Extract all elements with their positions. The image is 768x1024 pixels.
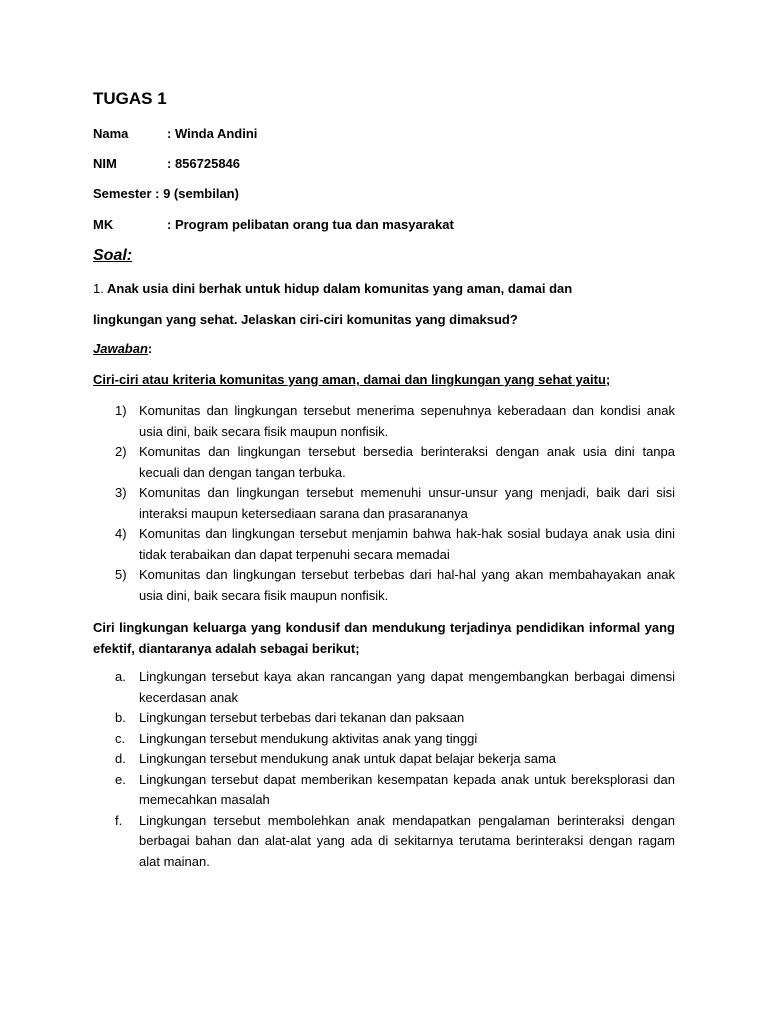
- list-marker: b.: [115, 710, 126, 725]
- lettered-list: [93, 667, 675, 872]
- jawaban-text: Jawaban: [93, 341, 148, 356]
- info-mk-value: : Program pelibatan orang tua dan masyarakat: [167, 217, 454, 232]
- list-item: [93, 524, 675, 565]
- list-marker: 2): [115, 444, 127, 459]
- list-marker: 3): [115, 485, 127, 500]
- list-text: Lingkungan tersebut terbebas dari tekanan dan paksaan: [139, 710, 465, 725]
- list-item: [93, 667, 675, 708]
- question-number: 1.: [93, 281, 104, 296]
- list-text: Lingkungan tersebut mendukung anak untuk dapat belajar bekerja sama: [139, 751, 557, 766]
- question-text-1: Anak usia dini berhak untuk hidup dalam komunitas yang aman, damai dan: [106, 281, 573, 296]
- question-line-1: [93, 281, 572, 296]
- list-marker: c.: [115, 730, 126, 746]
- document-title: TUGAS 1: [93, 89, 167, 108]
- list-text: Komunitas dan lingkungan tersebut terbebas dari hal-hal yang akan membahayakan anak usia dini, baik secara fisik maupun nonfisik.: [139, 567, 675, 603]
- list-item: [93, 565, 675, 606]
- jawaban-colon: :: [147, 341, 153, 356]
- list-text: Lingkungan tersebut dapat memberikan kesempatan kepada anak untuk bereksplorasi dan memecahkan masalah: [139, 771, 675, 807]
- info-nim-value: : 856725846: [167, 156, 241, 171]
- list-text: Lingkungan tersebut kaya akan rancangan yang dapat mengembangkan berbagai dimensi kecerdasan anak: [139, 669, 675, 705]
- info-mk-key: MK: [93, 217, 114, 232]
- list-item: [93, 401, 675, 442]
- list-marker: 4): [115, 526, 127, 541]
- list-item: [93, 483, 675, 524]
- list-text: Komunitas dan lingkungan tersebut menerima sepenuhnya keberadaan dan kondisi anak usia dini, baik secara fisik maupun nonfisik.: [139, 403, 675, 439]
- family-paragraph: Ciri lingkungan keluarga yang kondusif dan mendukung terjadinya pendidikan informal yang efektif, diantaranya adalah sebagai berikut;: [93, 620, 675, 656]
- question-line-2: lingkungan yang sehat. Jelaskan ciri-ciri komunitas yang dimaksud?: [93, 312, 518, 327]
- list-marker: d.: [115, 751, 126, 766]
- list-item: [93, 749, 675, 770]
- info-mk: [93, 217, 454, 232]
- list-marker: a.: [115, 669, 126, 684]
- list-marker: e.: [115, 771, 126, 787]
- list-item: [93, 770, 675, 811]
- numbered-list: [93, 401, 675, 606]
- list-text: Lingkungan tersebut membolehkan anak mendapatkan pengalaman berinteraksi dengan berbagai bahan dan alat-alat yang ada di sekitarnya terutama berinteraksi dengan ragam alat mainan.: [139, 812, 675, 869]
- info-semester: Semester : 9 (sembilan): [93, 186, 239, 201]
- list-text: Lingkungan tersebut mendukung aktivitas anak yang tinggi: [139, 730, 478, 746]
- list-marker: f.: [115, 812, 123, 828]
- soal-heading: Soal:: [93, 247, 133, 264]
- info-nim-key: NIM: [93, 156, 117, 171]
- list-item: [93, 729, 675, 750]
- list-item: [93, 811, 675, 873]
- list-item: [93, 442, 675, 483]
- list-text: Komunitas dan lingkungan tersebut bersedia berinteraksi dengan anak usia dini tanpa kecuali dan dengan tangan terbuka.: [139, 444, 675, 480]
- list-item: [93, 708, 675, 729]
- list-text: Komunitas dan lingkungan tersebut menjamin bahwa hak-hak sosial budaya anak usia dini tidak terabaikan dan dapat terpenuhi secara memadai: [139, 526, 675, 562]
- list-marker: 1): [115, 403, 127, 418]
- info-name: [93, 126, 257, 141]
- info-name-key: Nama: [93, 126, 129, 141]
- info-name-value: : Winda Andini: [167, 126, 258, 141]
- criteria-heading: Ciri-ciri atau kriteria komunitas yang aman, damai dan lingkungan yang sehat yaitu;: [93, 372, 611, 387]
- list-marker: 5): [115, 567, 127, 582]
- info-nim: [93, 156, 240, 171]
- jawaban-label: [93, 341, 152, 356]
- list-text: Komunitas dan lingkungan tersebut memenuhi unsur-unsur yang menjadi, baik dari sisi interaksi maupun ketersediaan sarana dan prasarananya: [139, 485, 675, 521]
